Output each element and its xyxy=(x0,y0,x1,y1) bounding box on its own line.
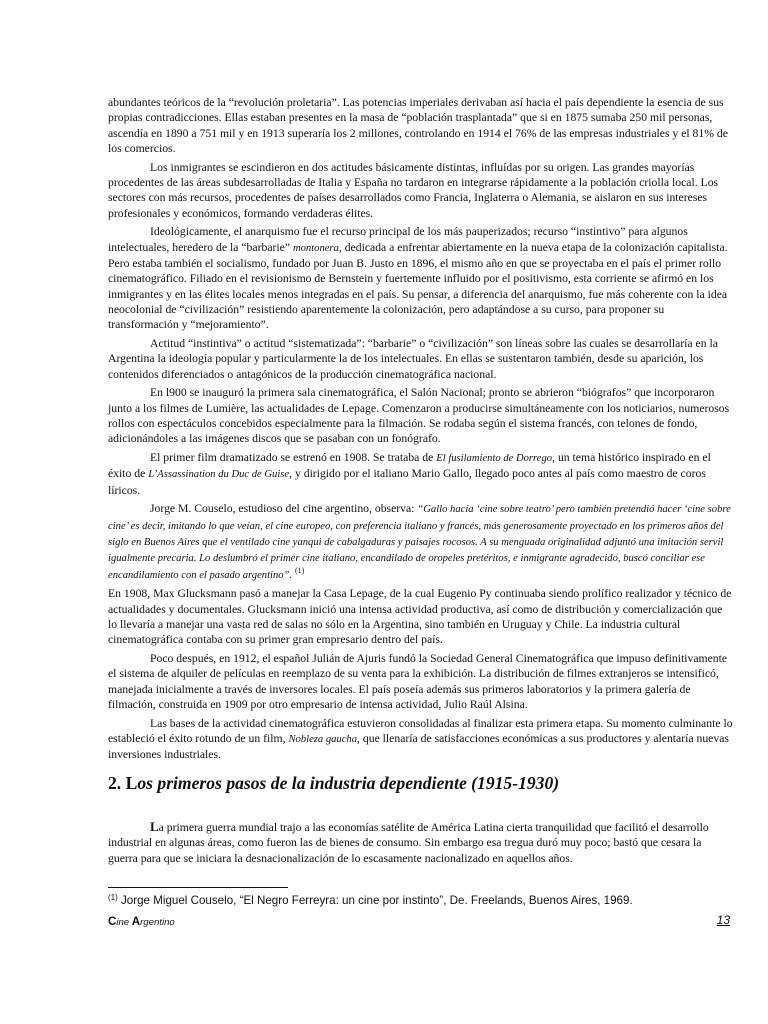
footer-text: ine xyxy=(116,917,132,928)
paragraph-initial: L xyxy=(150,819,159,834)
paragraph-text: Los inmigrantes se escindieron en dos actitudes básicamente distintas, influídas por su origen. Las grandes mayorías procedentes de las áreas subdesarrolladas de Italia y España no tardaron en integrarse rápidamente a la población criolla local. Los sectores con más recursos, procedentes de países desarrollados como Francia, Inglaterra o Alemania, se aislaron en sus intereses profesionales y económicos, formando verdaderas élites. xyxy=(108,160,719,220)
paragraph-text: , que llenaría de satisfacciones económicas a sus productores y alentaría nuevas inversiones industriales. xyxy=(108,732,729,762)
heading-title: os primeros pasos de la industria dependiente (1915-1930) xyxy=(137,773,560,793)
footnote-marker: (1) xyxy=(108,893,118,902)
paragraph xyxy=(108,450,733,498)
film-title: El fusilamiento de Dorrego xyxy=(436,453,553,465)
paragraph-text: Actitud “instintiva” o actitud “sistematizada”: “barbarie” o “civilización” son líneas sobre las cuales se desarrollaría en la Argentina la ideología popular y particularmente la de los intelectuales. En ellas se sustentaron también, desde su aparición, los contenidos diferenciados o antagónicos de la producción cinematográfica nacional. xyxy=(108,337,718,381)
paragraph-text: a primera guerra mundial trajo a las economías satélite de América Latina cierta tranquilidad que facilitó el desarrollo industrial en algunas áreas, como fueron las de bienes de consumo. Sin embargo esa tregua duró muy poco; bastó que cesara la guerra para que se iniciara la desnacionalización de lo escasamente nacionalizado en aquellos años. xyxy=(108,821,709,865)
paragraph-text: , un tema histórico inspirado en el éxito de xyxy=(108,451,711,481)
footnote-divider xyxy=(108,887,288,888)
paragraph-text: En l900 se inauguró la primera sala cinematográfica, el Salón Nacional; pronto se abrieron “biógrafos” que incorporaron junto a los filmes de Lumière, las actualidades de Lepage. Comenzaron a producirse simultáneamente con los noticiarios, numerosos rollos con espectáculos concebidos especialmente para la filmación. Se rodaba según el sistema francés, con telones de fondo, adicionándoles a las imágenes discos que se pasaban con un fonógrafo. xyxy=(108,386,730,446)
paragraph xyxy=(108,336,733,382)
paragraph-text: Ideológicamente, el anarquismo fue el recurso principal de los más pauperizados; recurso “instintivo” para algunos intelectuales, heredero de la “barbarie” xyxy=(108,225,688,254)
footer-initial: A xyxy=(131,916,141,928)
footer-text: rgentino xyxy=(140,917,175,928)
paragraph-text: , y dirigido por el italiano Mario Gallo, llegado poco antes al país como maestro de coros líricos. xyxy=(108,467,706,497)
paragraph-text: Poco después, en 1912, el español Julián de Ajuris fundó la Sociedad General Cinematográfica que impuso definitivamente el sistema de alquiler de películas en reemplazo de su venta para la exhibición. La distribución de filmes extranjeros se intensificó, manejada inicialmente a través de inversores locales. El país poseía además sus primeros laboratorios y la primera galería de filmación, construida en 1909 por otro empresario de intensa actividad, Julio Raúl Alsina. xyxy=(108,652,728,712)
film-title: L’Assassination du Duc de Guise xyxy=(148,469,290,481)
running-footer xyxy=(108,916,175,928)
footnote-reference: (1) xyxy=(295,565,305,575)
paragraph xyxy=(108,586,733,647)
paragraph xyxy=(108,651,733,712)
paragraph-text: En 1908, Max Glucksmann pasó a manejar la Casa Lepage, de la cual Eugenio Py continuaba siendo prolífico realizador y técnico de actualidades y documentales. Glucksmann inició una intensa actividad productiva, así como de distribución y comercialización que lo llevaría a manejar una vasta red de salas no sólo en la Argentina, sino también en Uruguay y Chile. La industria cultural cinematográfica contaba con su primer gran empresario dentro del país. xyxy=(108,587,732,647)
paragraph-text: El primer film dramatizado se estrenó en 1908. Se trataba de xyxy=(150,451,437,465)
paragraph-text: Las bases de la actividad cinematográfica estuvieron consolidadas al finalizar esta primera etapa. Su momento culminante lo estableció el éxito rotundo de un film, xyxy=(108,716,733,746)
paragraph xyxy=(108,385,733,446)
footnote-text: Jorge Miguel Couselo, “El Negro Ferreyra: un cine por instinto”, De. Freelands, Buenos Aires, 1969. xyxy=(117,894,633,907)
paragraph xyxy=(108,501,733,583)
footnote xyxy=(108,894,733,908)
italic-term: montonera xyxy=(292,242,339,254)
paragraph xyxy=(108,95,733,156)
paragraph-text: abundantes teóricos de la “revolución proletaria”. Las potencias imperiales derivaban así hacia el país dependiente la esencia de sus propias contradicciones. Ellas estaban presentes en la masa de “población trasplantada” que si en 1875 sumaba 250 mil personas, ascendía en 1890 a 751 mil y en 1913 superaría los 2 millones, controlando en 1914 el 76% de las empresas industriales y el 81% de los comercios. xyxy=(108,96,728,156)
paragraph xyxy=(108,716,733,763)
film-title: Nobleza gaucha xyxy=(288,734,358,746)
paragraph-text: , dedicada a enfrentar abiertamente en la nueva etapa de la colonización capitalista. Pero estaba también el socialismo, fundado por Juan B. Justo en 1896, el mismo año en que se proyectaba en el país el primer rollo cinematográfico. Filiado en el revisionismo de Bernstein y fuertemente influido por el positivismo, esta corriente se afirmó en los inmigrantes y en las élites locales menos integradas en el país. Su pensar, a diferencia del anarquismo, fue más coherente con la idea neocolonial de “civilización” resistiendo aparentemente la colonización, pero adaptándose a su curso, para proponer su transformación y “mejoramiento”. xyxy=(108,240,728,332)
paragraph xyxy=(108,160,733,221)
heading-initial: L xyxy=(125,773,138,793)
section-number: 2. xyxy=(108,773,122,793)
page-body xyxy=(108,95,733,766)
quotation: “Gallo hacía ‘cine sobre teatro’ pero también pretendió hacer ‘cine sobre cine’ es decir, imitando lo que veían, el cine europeo, con preferencia italiano y francés, más generosamente proyectado en los primeros años del siglo en Buenos Aires que el ventilado cine yanqui de cabalgaduras y paisajes rocosos. A su menguada originalidad adjuntó una imitación servil igualmente precaria. Lo deslumbró el primer cine italiano, encandilado de oropeles pretéritos, e inmigrante agradecido, buscó conciliar ese encandilamiento con el pasado argentino”. xyxy=(108,504,731,581)
paragraph-text: Jorge M. Couselo, estudioso del cine argentino, observa: xyxy=(150,502,418,516)
footer-initial: C xyxy=(108,916,117,928)
paragraph xyxy=(108,819,733,866)
page-number: 13 xyxy=(716,913,730,927)
section-body xyxy=(108,819,733,866)
paragraph xyxy=(108,224,733,332)
section-heading xyxy=(108,772,733,794)
